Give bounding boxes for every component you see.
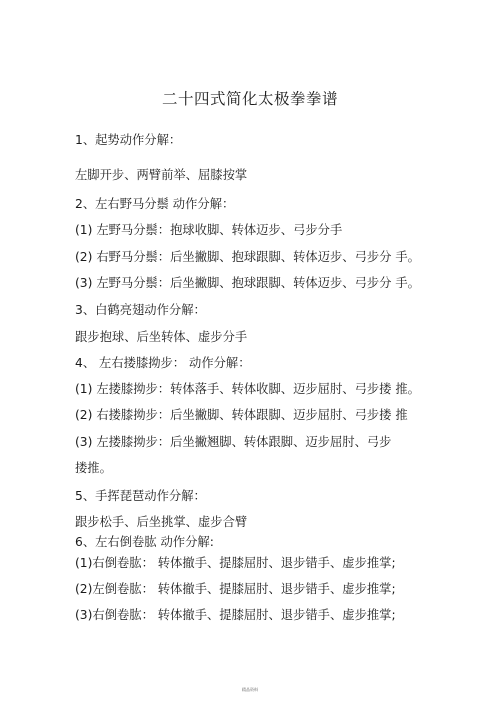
section-6-item-1: (1)右倒卷肱： 转体撤手、提膝屈肘、退步错手、虚步推掌; (75, 556, 396, 570)
section-4-item-3-continued: 搂推。 (75, 461, 112, 475)
section-2-item-2: (2) 右野马分鬃：后坐撇脚、抱球跟脚、转体迈步、弓步分 手。 (75, 250, 420, 264)
section-4-item-2: (2) 右搂膝拗步：后坐撇脚、转体跟脚、迈步屈肘、弓步搂 推 (75, 408, 408, 422)
page-footer: 精品资料 (242, 687, 258, 692)
section-6-item-2: (2)左倒卷肱： 转体撤手、提膝屈肘、退步错手、虚步推掌; (75, 582, 396, 596)
section-3-heading: 3、白鹤亮翅动作分解： (75, 303, 206, 317)
section-5-heading: 5、手挥琵琶动作分解： (75, 489, 206, 503)
section-3-steps: 跟步抱球、后坐转体、虚步分手 (75, 330, 248, 344)
section-4-heading: 4、 左右搂膝拗步： 动作分解： (75, 356, 251, 370)
section-1-heading: 1、起势动作分解： (75, 133, 182, 147)
section-2-heading: 2、左右野马分鬃 动作分解： (75, 197, 235, 211)
section-6-item-3: (3)右倒卷肱： 转体撤手、提膝屈肘、退步错手、虚步推掌; (75, 608, 396, 622)
document-title: 二十四式简化太极拳拳谱 (161, 90, 338, 108)
section-4-item-1: (1) 左搂膝拗步：转体落手、转体收脚、迈步屈肘、弓步搂 推。 (75, 382, 420, 396)
section-6-heading: 6、左右倒卷肱 动作分解: (75, 535, 214, 549)
section-2-item-3: (3) 左野马分鬃：后坐撇脚、抱球跟脚、转体迈步、弓步分 手。 (75, 276, 420, 290)
section-1-steps: 左脚开步、两臂前举、屈膝按掌 (75, 168, 248, 182)
section-4-item-3: (3) 左搂膝拗步：后坐撇翘脚、转体跟脚、迈步屈肘、弓步 (75, 435, 392, 449)
section-2-item-1: (1) 左野马分鬃：抱球收脚、转体迈步、弓步分手 (75, 223, 343, 237)
section-5-steps: 跟步松手、后坐挑掌、虚步合臂 (75, 515, 248, 529)
